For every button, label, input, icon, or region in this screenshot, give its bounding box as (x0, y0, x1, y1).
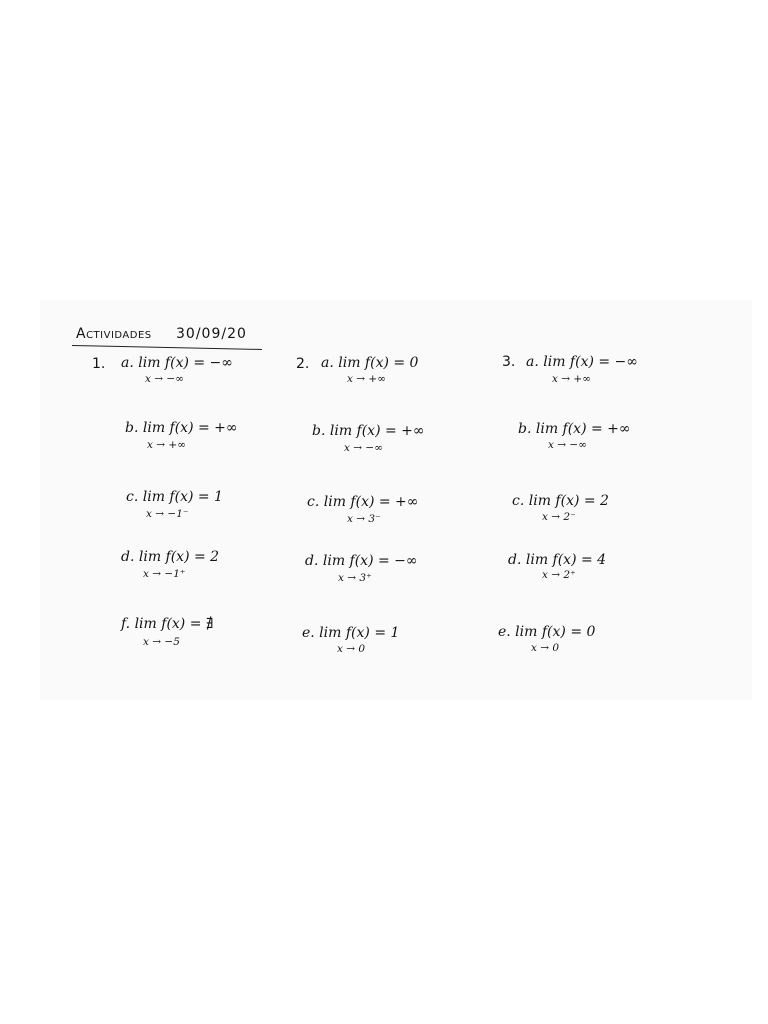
limit-subscript: x → −∞ (548, 439, 587, 451)
limit-2d (305, 553, 418, 584)
limit-expression: d. lim f(x) = −∞ (305, 553, 418, 569)
limit-1d (121, 549, 220, 580)
limit-expression: b. lim f(x) = +∞ (518, 421, 631, 437)
limit-2c (307, 494, 419, 525)
document-date: 30/09/20 (176, 326, 247, 342)
limit-expression: a. lim f(x) = −∞ (121, 355, 233, 371)
limit-expression: f. lim f(x) = ∄ (121, 616, 214, 632)
limit-3b (518, 421, 631, 451)
limit-subscript: x → −5 (143, 636, 180, 648)
limit-expression: b. lim f(x) = +∞ (312, 423, 425, 439)
limit-subscript: x → 2⁻ (542, 511, 576, 523)
limit-expression: a. lim f(x) = −∞ (526, 354, 638, 370)
limit-1a (121, 355, 233, 385)
limit-subscript: x → +∞ (552, 373, 591, 385)
limit-3e (498, 624, 596, 654)
problem-number-1: 1. (92, 356, 106, 372)
limit-subscript: x → 0 (531, 642, 560, 654)
limit-subscript: x → −∞ (344, 442, 383, 454)
limit-expression: e. lim f(x) = 1 (302, 625, 400, 641)
limit-subscript: x → +∞ (347, 373, 386, 385)
limit-expression: e. lim f(x) = 0 (498, 624, 596, 640)
limit-expression: b. lim f(x) = +∞ (125, 420, 238, 436)
limit-expression: a. lim f(x) = 0 (321, 355, 419, 371)
limit-2a (321, 355, 419, 385)
limit-subscript: x → 3⁻ (347, 513, 381, 525)
problem-number-3: 3. (502, 354, 516, 370)
limit-3d (508, 552, 607, 581)
limit-subscript: x → −1⁻ (146, 508, 189, 520)
limit-expression: c. lim f(x) = 1 (126, 489, 223, 505)
limit-expression: d. lim f(x) = 2 (121, 549, 220, 565)
limit-2e (302, 625, 400, 655)
limit-subscript: x → +∞ (147, 439, 186, 451)
limit-subscript: x → −1⁺ (143, 568, 186, 580)
limit-subscript: x → 0 (337, 643, 366, 655)
limit-1c (126, 489, 223, 520)
limit-expression: c. lim f(x) = +∞ (307, 494, 419, 510)
limit-subscript: x → 3⁺ (338, 572, 372, 584)
limit-subscript: x → −∞ (145, 373, 184, 385)
limit-3a (526, 354, 638, 385)
limit-3c (512, 493, 609, 523)
limit-1b (125, 420, 238, 451)
limit-subscript: x → 2⁺ (542, 569, 576, 581)
limit-expression: d. lim f(x) = 4 (508, 552, 607, 568)
limit-2b (312, 423, 425, 454)
limit-expression: c. lim f(x) = 2 (512, 493, 609, 509)
limit-1f (121, 616, 214, 648)
document-title: Actividades (76, 326, 152, 342)
problem-number-2: 2. (296, 356, 310, 372)
